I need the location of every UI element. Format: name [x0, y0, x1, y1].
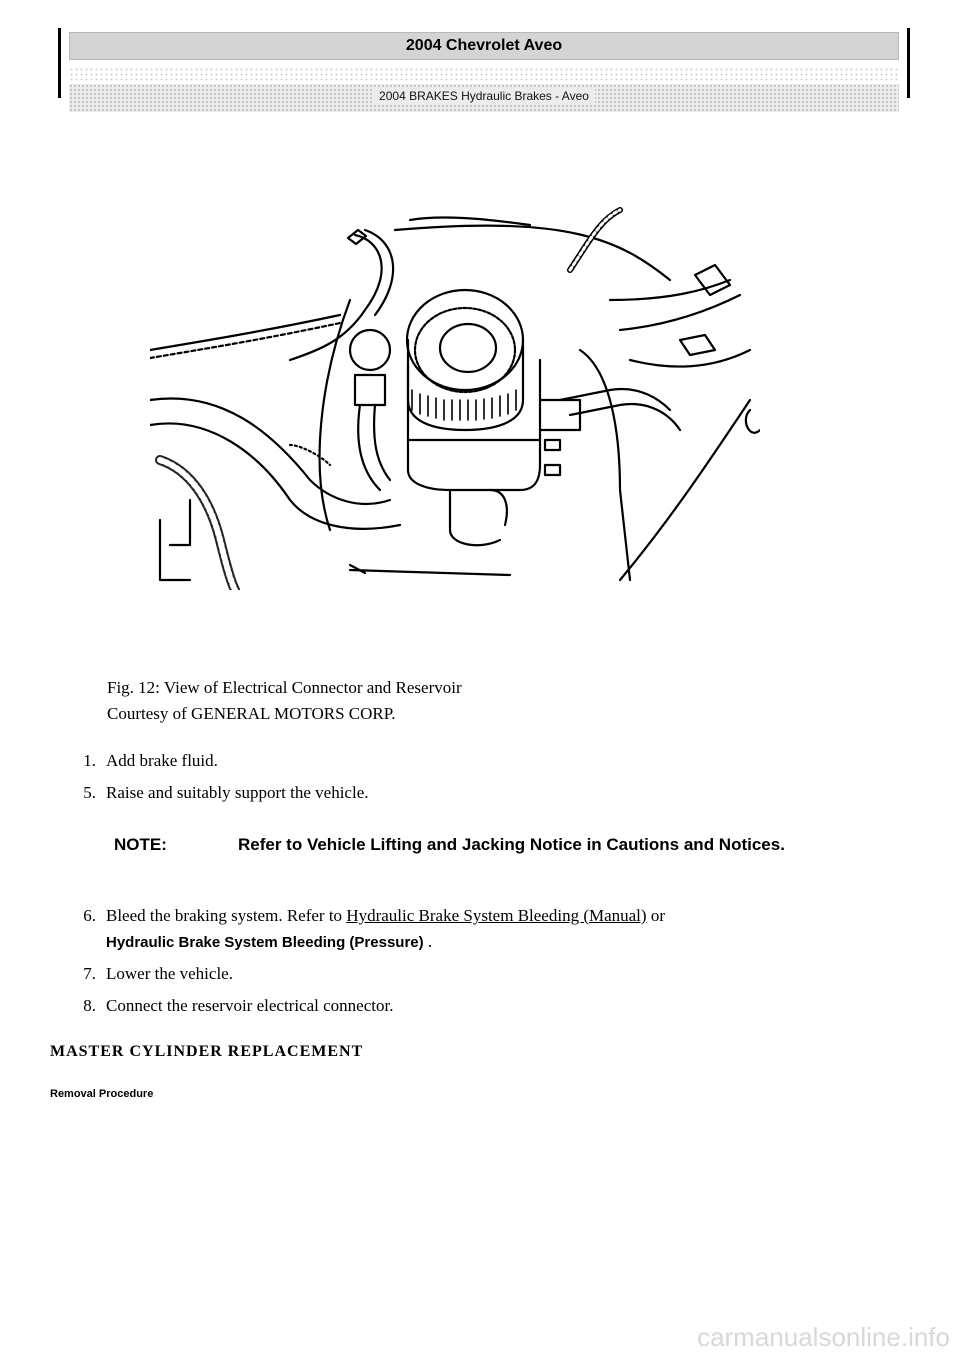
- watermark: carmanualsonline.info: [697, 1322, 950, 1352]
- step-number: 6.: [83, 906, 96, 925]
- step-text: Connect the reservoir electrical connector.: [106, 996, 394, 1015]
- document-title: 2004 Chevrolet Aveo: [69, 32, 899, 60]
- page-header: [58, 28, 910, 103]
- step-number: 8.: [83, 996, 96, 1015]
- step-6-text: Bleed the braking system. Refer to: [106, 906, 347, 925]
- note-label: NOTE:: [114, 835, 167, 854]
- step-text: Add brake fluid.: [106, 751, 218, 770]
- step-number: 5.: [83, 783, 96, 802]
- document-subtitle-text: 2004 BRAKES Hydraulic Brakes - Aveo: [373, 89, 595, 103]
- document-subtitle: [69, 84, 899, 112]
- step-6-or: or: [646, 906, 665, 925]
- step-text: Raise and suitably support the vehicle.: [106, 783, 369, 802]
- figure-caption-credit: Courtesy of GENERAL MOTORS CORP.: [107, 704, 396, 723]
- note-text: Refer to Vehicle Lifting and Jacking Notice in Cautions and Notices.: [238, 835, 785, 854]
- step-number: 1.: [83, 751, 96, 770]
- pressure-bleeding-link[interactable]: Hydraulic Brake System Bleeding (Pressure): [106, 934, 424, 951]
- step-text: [106, 903, 876, 956]
- reservoir-diagram: [150, 200, 760, 590]
- step-text: Lower the vehicle.: [106, 964, 233, 983]
- step-number: 7.: [83, 964, 96, 983]
- header-pattern: [69, 67, 899, 81]
- manual-bleeding-link[interactable]: Hydraulic Brake System Bleeding (Manual): [346, 906, 647, 925]
- step-6-end: .: [423, 932, 433, 951]
- sub-heading: Removal Procedure: [50, 1088, 154, 1100]
- section-heading: MASTER CYLINDER REPLACEMENT: [50, 1043, 364, 1060]
- figure-caption-title: Fig. 12: View of Electrical Connector and Reservoir: [107, 678, 462, 697]
- figure-caption: [107, 675, 462, 727]
